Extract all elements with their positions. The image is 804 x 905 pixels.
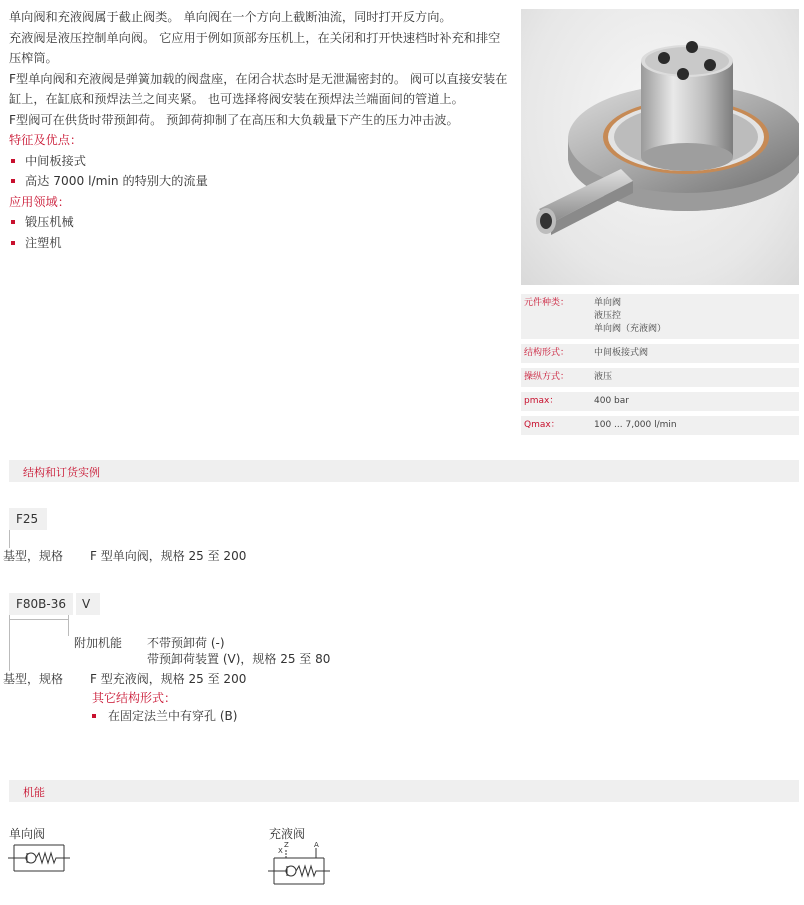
spec-value: 100 ... 7,000 l/min: [594, 420, 677, 430]
spec-row-type: [521, 294, 799, 339]
ex1-desc: F 型单向阀，规格 25 至 200: [90, 549, 247, 563]
ex2-desc: F 型充液阀，规格 25 至 200: [90, 672, 247, 686]
valve-illustration: [521, 9, 799, 285]
intro-paragraph-3: F型单向阀和充液阀是弹簧加载的阀盘座，在闭合状态时是无泄漏密封的。 阀可以直接安装在缸上，在缸底和预焊法兰之间夹紧。 也可选择将阀安装在预焊法兰端面间的管道上。: [9, 71, 508, 106]
spec-value: 液压: [594, 372, 613, 382]
spec-key: pmax：: [524, 396, 559, 406]
port-a-label: A: [314, 841, 319, 849]
spec-value-line: 液压控: [594, 311, 622, 321]
apps-item: 锻压机械: [9, 212, 509, 233]
apps-list: [9, 212, 509, 253]
connector-line: [9, 530, 10, 548]
apps-title: 应用领域：: [9, 194, 70, 209]
apps-item: 注塑机: [9, 233, 509, 254]
spec-key: 操纵方式：: [524, 372, 570, 382]
spec-value-line: 单向阀（充液阀）: [594, 324, 667, 334]
spec-row-pmax: [521, 392, 799, 411]
spec-row-qmax: [521, 416, 799, 435]
extra-option-2: 带预卸荷装置 (V)，规格 25 至 80: [147, 652, 331, 666]
other-designs-item: [92, 708, 237, 724]
spec-row-design: [521, 344, 799, 363]
code-box-f80b: F80B-36: [9, 593, 73, 615]
connector-line: [9, 619, 69, 620]
spec-key: 结构形式：: [524, 348, 570, 358]
spec-table: [521, 294, 799, 440]
features-item: 中间板接式: [9, 151, 509, 172]
product-photo: [521, 9, 799, 285]
port-z-label: Z: [284, 841, 289, 849]
symbol-label-check-valve: 单向阀: [9, 827, 46, 841]
features-list: [9, 151, 509, 192]
function-section-header: [9, 780, 799, 802]
intro-paragraph-4: F型阀可在供货时带预卸荷。 预卸荷抑制了在高压和大负载量下产生的压力冲击波。: [9, 112, 459, 127]
bullet-icon: [92, 714, 96, 718]
ex1-label: 基型，规格: [3, 549, 64, 563]
code-box-v: V: [76, 593, 100, 615]
prefill-valve-symbol-icon: [268, 840, 330, 888]
spec-row-actuation: [521, 368, 799, 387]
ordering-title: 结构和订货实例: [23, 466, 100, 479]
port-x-label: X: [278, 847, 283, 855]
features-item: 高达 7000 l/min 的特别大的流量: [9, 171, 509, 192]
check-valve-symbol-icon: [8, 843, 70, 873]
extra-option-1: 不带预卸荷 (-): [147, 636, 225, 650]
other-designs-item-text: 在固定法兰中有穿孔 (B): [108, 709, 238, 723]
function-title: 机能: [23, 786, 45, 799]
other-designs-title: 其它结构形式：: [92, 691, 177, 705]
spec-value: 中间板接式阀: [594, 348, 649, 358]
code-box-f25: F25: [9, 508, 47, 530]
intro-text: [9, 7, 509, 253]
spec-value: [594, 297, 666, 336]
connector-line: [9, 615, 10, 671]
intro-paragraph-2: 充液阀是液压控制单向阀。 它应用于例如顶部夯压机上，在关闭和打开快速档时补充和排空压榨筒。: [9, 30, 501, 65]
features-title: 特征及优点：: [9, 133, 83, 147]
connector-line: [68, 615, 69, 636]
extra-label: 附加机能: [74, 636, 123, 650]
ex2-label: 基型，规格: [3, 672, 64, 686]
symbol-label-prefill-valve: 充液阀: [269, 827, 306, 841]
intro-paragraph-1: 单向阀和充液阀属于截止阀类。 单向阀在一个方向上截断油流，同时打开反方向。: [9, 10, 452, 24]
spec-key: Qmax：: [524, 420, 560, 430]
ordering-section-header: [9, 460, 799, 482]
spec-value: 400 bar: [594, 396, 629, 406]
spec-key: 元件种类：: [524, 298, 570, 308]
spec-value-line: 单向阀: [594, 298, 622, 308]
